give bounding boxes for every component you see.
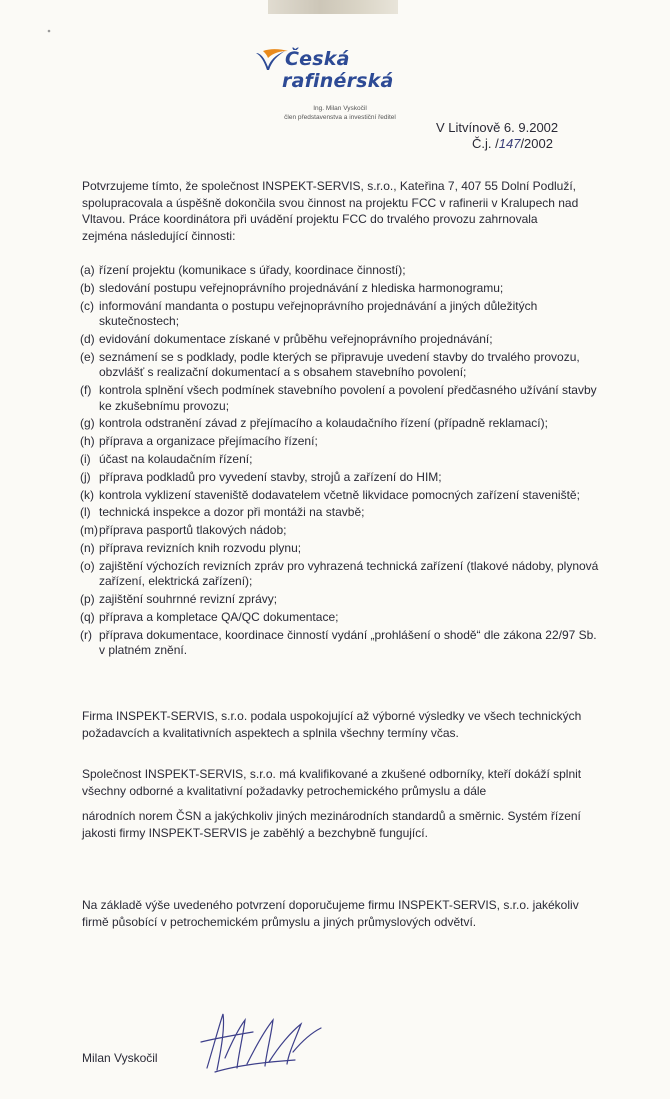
list-item [80, 299, 600, 330]
list-item-marker: (r) [80, 627, 92, 642]
list-item [80, 470, 600, 486]
list-item [80, 281, 600, 297]
list-item-text: příprava revizních knih rozvodu plynu; [99, 540, 302, 555]
list-item [80, 559, 600, 590]
sender-name: Ing. Milan Vyskočil [313, 105, 367, 112]
list-item [80, 416, 600, 432]
handwritten-signature [195, 1008, 325, 1078]
list-item [80, 523, 600, 539]
list-item-text: příprava a organizace přejímacího řízení; [99, 434, 318, 449]
scan-speck [46, 28, 52, 34]
list-item-text: kontrola odstranění závad z přejímacího a kolaudačního řízení (případně reklamací); [99, 416, 548, 431]
date-line: V Litvínově 6. 9.2002 [436, 120, 559, 135]
list-item [80, 592, 600, 608]
list-item-text: příprava a kompletace QA/QC dokumentace; [99, 609, 339, 624]
list-item [80, 628, 600, 659]
list-item-text: kontrola splnění všech podmínek stavebního povolení a povolení předčasného užívání stavby ke zkušebnímu provozu; [99, 383, 597, 413]
list-item-text: zajištění souhrnné revizní zprávy; [99, 592, 278, 607]
list-item-marker: (g) [80, 416, 95, 431]
list-item [80, 332, 600, 348]
recommendation-paragraph: Na základě výše uvedeného potvrzení doporučujeme firmu INSPEKT-SERVIS, s.r.o. jakékoliv firmě působící v petrochemickém průmyslu a jiných průmyslových odvětví. [82, 898, 579, 929]
list-item-text: zajištění výchozích revizních zpráv pro vyhrazená technická zařízení (tlakové nádoby, plynová zařízení, elektrická zařízení); [99, 558, 599, 589]
list-item-text: příprava podkladů pro vyvedení stavby, strojů a zařízení do HIM; [99, 469, 442, 484]
activity-list [80, 263, 600, 661]
logo-line-1: Česká [285, 48, 350, 70]
list-item-marker: (m) [80, 523, 98, 538]
list-item-text: sledování postupu veřejnoprávního projednávání z hlediska harmonogramu; [99, 280, 504, 295]
intro-paragraph: Potvrzujeme tímto, že společnost INSPEKT-SERVIS, s.r.o., Kateřina 7, 407 55 Dolní Podluží, spolupracovala a úspěšně dokončila svou činnost na projektu FCC v rafinerii v Kralupech nad Vltavou. Práce koordinátora při uvádění projektu FCC do trvalého provozu zahrnovala zejména následující činnosti: [82, 179, 579, 243]
results-paragraph: Firma INSPEKT-SERVIS, s.r.o. podala uspokojující až výborné výsledky ve všech technických požadavcích a kvalitativních aspektech a splnila všechny termíny včas. [82, 709, 582, 740]
list-item-marker: (i) [80, 452, 91, 467]
list-item-text: příprava dokumentace, koordinace činností vydání „prohlášení o shodě“ dle zákona 22/97 Sb. v platném znění. [99, 627, 597, 658]
sender-title: člen představenstva a investiční ředitel [284, 114, 396, 121]
list-item [80, 383, 600, 414]
list-item-marker: (o) [80, 558, 95, 573]
ref-prefix: Č.j. / [472, 136, 499, 151]
list-item-text: příprava pasportů tlakových nádob; [99, 523, 287, 538]
swoosh-logo-icon [255, 49, 289, 71]
sender-block [260, 104, 420, 122]
list-item-marker: (h) [80, 434, 95, 449]
reference-number [472, 136, 553, 152]
list-item [80, 610, 600, 626]
list-item-marker: (d) [80, 331, 95, 346]
list-item-marker: (p) [80, 592, 95, 607]
list-item-text: seznámení se s podklady, podle kterých se připravuje uvedení stavby do trvalého provozu, obzvlášť s realizační dokumentací a s obsahem stavebního povolení; [99, 349, 580, 380]
list-item-text: kontrola vyklizení staveniště dodavatelem včetně likvidace pomocných zařízení staveniště; [99, 487, 580, 502]
signatory-name: Milan Vyskočil [82, 1051, 158, 1065]
list-item-text: evidování dokumentace získané v průběhu veřejnoprávního projednávání; [99, 331, 493, 346]
list-item [80, 350, 600, 381]
list-item-marker: (j) [80, 469, 91, 484]
list-item-text: informování mandanta o postupu veřejnoprávního projednávání a jiných důležitých skutečnostech; [99, 298, 538, 329]
list-item [80, 541, 600, 557]
list-item [80, 263, 600, 279]
list-item-marker: (e) [80, 349, 95, 364]
list-item-text: řízení projektu (komunikace s úřady, koordinace činností); [99, 263, 406, 277]
list-item-marker: (q) [80, 609, 95, 624]
list-item-marker: (a) [80, 263, 95, 277]
logo-wordmark [282, 48, 394, 92]
list-item-marker: (f) [80, 383, 92, 398]
list-item-text: technická inspekce a dozor při montáži na stavbě; [99, 505, 365, 520]
list-item-marker: (n) [80, 540, 95, 555]
list-item-marker: (b) [80, 280, 95, 295]
list-item-text: účast na kolaudačním řízení; [99, 452, 253, 467]
list-item-marker: (l) [80, 505, 91, 520]
list-item [80, 488, 600, 504]
list-item [80, 505, 600, 521]
company-logo [255, 40, 425, 100]
list-item [80, 452, 600, 468]
list-item-marker: (c) [80, 298, 94, 313]
list-item-marker: (k) [80, 487, 94, 502]
scan-artifact [268, 0, 398, 14]
ref-suffix: /2002 [520, 136, 553, 151]
qualification-paragraph-2: národních norem ČSN a jakýchkoliv jiných mezinárodních standardů a směrnic. Systém řízení jakosti firmy INSPEKT-SERVIS je zaběhlý a bezchybně fungující. [82, 809, 581, 840]
ref-handwritten: 147 [498, 136, 521, 151]
logo-line-2: rafinérská [282, 70, 394, 92]
qualification-paragraph-1: Společnost INSPEKT-SERVIS, s.r.o. má kvalifikované a zkušené odborníky, kteří dokáží splnit všechny odborné a kvalitativní požadavky petrochemického průmyslu a dále [82, 767, 582, 798]
list-item [80, 434, 600, 450]
